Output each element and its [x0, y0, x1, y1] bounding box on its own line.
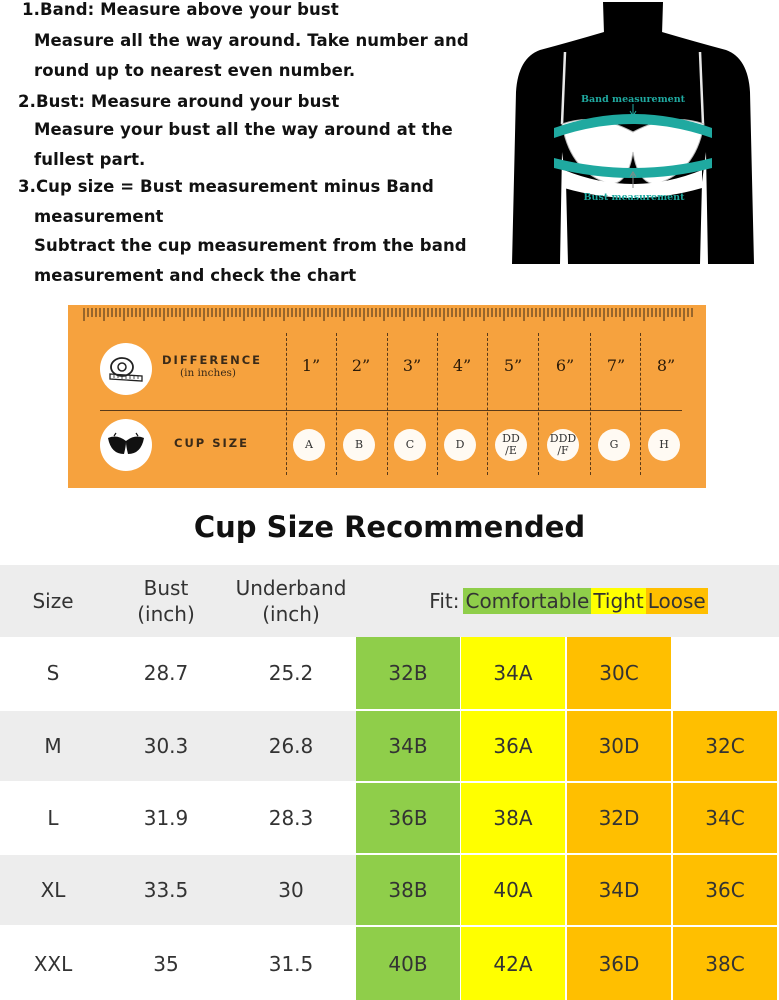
fit-prefix: Fit:	[429, 589, 460, 613]
column-separator	[286, 333, 287, 475]
loose-cup: 30C	[567, 637, 671, 709]
difference-1: 1”	[301, 356, 321, 375]
loose-cup-alt: 32C	[673, 711, 777, 781]
difference-5: 5”	[503, 356, 523, 375]
difference-8: 8”	[656, 356, 676, 375]
column-separator	[437, 333, 438, 475]
tight-cup: 34A	[461, 637, 565, 709]
bra-icon	[100, 419, 152, 471]
row-size: S	[46, 661, 60, 685]
tight-cup: 40A	[461, 855, 565, 925]
fit-comfortable-legend: Comfortable	[465, 589, 590, 613]
cup-size-label: CUP SIZE	[174, 436, 249, 450]
header-bust: Bust (inch)	[137, 576, 195, 626]
column-separator	[336, 333, 337, 475]
loose-cup-alt: 36C	[673, 855, 777, 925]
column-separator	[640, 333, 641, 475]
row-underband: 28.3	[268, 806, 314, 830]
row-bust: 33.5	[143, 878, 189, 902]
row-underband: 31.5	[268, 951, 314, 976]
row-size: XL	[40, 878, 66, 902]
fit-loose-legend: Loose	[647, 589, 706, 613]
difference-3: 3”	[402, 356, 422, 375]
fit-legend	[356, 565, 779, 637]
loose-cup-alt: 34C	[673, 783, 777, 853]
chart-divider	[100, 410, 682, 411]
ruler-ticks	[82, 305, 694, 321]
step-2-text-2: fullest part.	[34, 150, 146, 169]
cup-difference-chart	[68, 305, 706, 488]
row-underband: 30	[278, 878, 304, 902]
cup-ddd-f: DDD /F	[547, 429, 579, 461]
band-measurement-label: Band measurement	[581, 94, 685, 105]
loose-cup: 36D	[567, 927, 671, 1000]
bust-measurement-label: Bust measurement	[583, 192, 685, 203]
column-separator	[387, 333, 388, 475]
loose-cup-alt: 38C	[673, 927, 777, 1000]
row-size: M	[44, 734, 62, 758]
difference-4: 4”	[452, 356, 472, 375]
step-3-text-1: measurement	[34, 207, 164, 226]
row-underband: 25.2	[268, 661, 314, 685]
column-separator	[538, 333, 539, 475]
loose-cup: 30D	[567, 711, 671, 781]
row-size: XXL	[33, 951, 73, 976]
row-bust: 31.9	[143, 806, 189, 830]
difference-sublabel: (in inches)	[180, 367, 237, 379]
row-bust: 28.7	[143, 661, 189, 685]
loose-cup: 34D	[567, 855, 671, 925]
measuring-tape-icon	[100, 343, 152, 395]
step-1-text-1: Measure all the way around. Take number and	[34, 31, 469, 50]
step-3-text-2: Subtract the cup measurement from the band	[34, 236, 467, 255]
step-1-text-2: round up to nearest even number.	[34, 61, 356, 80]
difference-7: 7”	[606, 356, 626, 375]
loose-cup: 32D	[567, 783, 671, 853]
comfortable-cup: 40B	[356, 927, 460, 1000]
column-separator	[590, 333, 591, 475]
row-bust: 35	[153, 951, 179, 976]
step-1-title: 1.Band: Measure above your bust	[22, 0, 339, 19]
column-separator	[487, 333, 488, 475]
step-3-title: 3.Cup size = Bust measurement minus Band	[18, 177, 434, 196]
row-bust: 30.3	[143, 734, 189, 758]
comfortable-cup: 34B	[356, 711, 460, 781]
tight-cup: 42A	[461, 927, 565, 1000]
tight-cup: 38A	[461, 783, 565, 853]
comfortable-cup: 38B	[356, 855, 460, 925]
fit-tight-legend: Tight	[593, 589, 644, 613]
header-underband: Underband (inch)	[235, 576, 347, 626]
difference-label: DIFFERENCE	[162, 353, 263, 367]
cup-g: G	[598, 429, 630, 461]
header-size: Size	[32, 589, 74, 613]
row-size: L	[47, 806, 59, 830]
tight-cup: 36A	[461, 711, 565, 781]
cup-size-heading: Cup Size Recommended	[193, 510, 586, 544]
step-3-text-3: measurement and check the chart	[34, 266, 357, 285]
cup-dd-e: DD /E	[495, 429, 527, 461]
cup-h: H	[648, 429, 680, 461]
difference-2: 2”	[351, 356, 371, 375]
step-2-title: 2.Bust: Measure around your bust	[18, 92, 340, 111]
cup-d: D	[444, 429, 476, 461]
cup-b: B	[343, 429, 375, 461]
cup-c: C	[394, 429, 426, 461]
cup-a: A	[293, 429, 325, 461]
row-underband: 26.8	[268, 734, 314, 758]
step-2-text-1: Measure your bust all the way around at the	[34, 120, 453, 139]
comfortable-cup: 32B	[356, 637, 460, 709]
torso-measurement-illustration	[510, 2, 756, 264]
comfortable-cup: 36B	[356, 783, 460, 853]
difference-6: 6”	[555, 356, 575, 375]
